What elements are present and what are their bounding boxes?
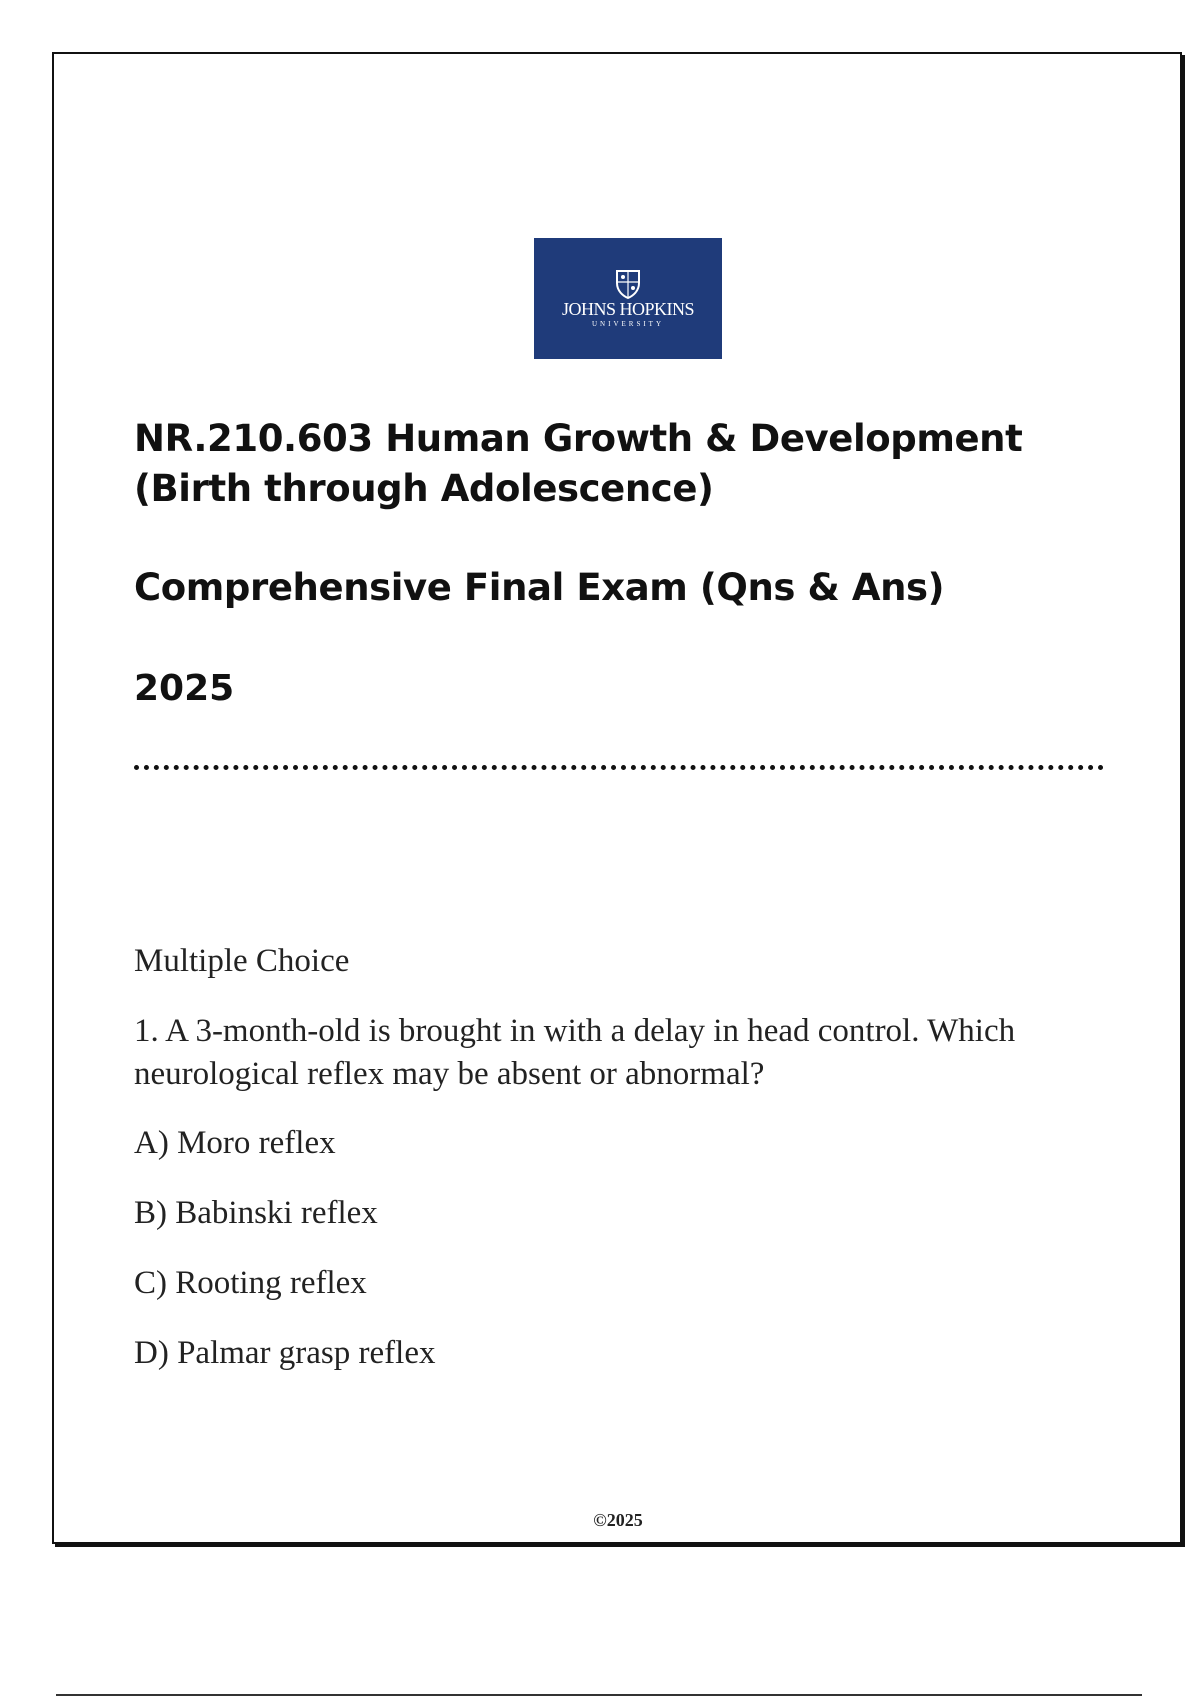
dotted-divider bbox=[134, 765, 1104, 770]
shield-icon bbox=[614, 268, 642, 300]
logo-subtitle: UNIVERSITY bbox=[592, 320, 664, 328]
exam-subtitle: Comprehensive Final Exam (Qns & Ans) bbox=[134, 566, 945, 609]
footer-divider bbox=[56, 1694, 1142, 1696]
section-label: Multiple Choice bbox=[134, 943, 350, 979]
answer-option-a: A) Moro reflex bbox=[134, 1125, 336, 1161]
copyright-notice: ©2025 bbox=[593, 1510, 643, 1530]
university-logo bbox=[534, 238, 722, 359]
document-title bbox=[134, 414, 1114, 514]
title-line-1: NR.210.603 Human Growth & Development bbox=[134, 417, 1023, 460]
title-line-2: (Birth through Adolescence) bbox=[134, 467, 714, 510]
logo-name: JOHNS HOPKINS bbox=[561, 299, 695, 319]
question-text: 1. A 3-month-old is brought in with a delay in head control. Which neurological reflex may be absent or abnormal? bbox=[134, 1013, 1016, 1092]
answer-option-b: B) Babinski reflex bbox=[134, 1195, 378, 1231]
answer-option-d: D) Palmar grasp reflex bbox=[134, 1335, 436, 1371]
exam-year: 2025 bbox=[134, 668, 235, 709]
answer-option-c: C) Rooting reflex bbox=[134, 1265, 367, 1301]
